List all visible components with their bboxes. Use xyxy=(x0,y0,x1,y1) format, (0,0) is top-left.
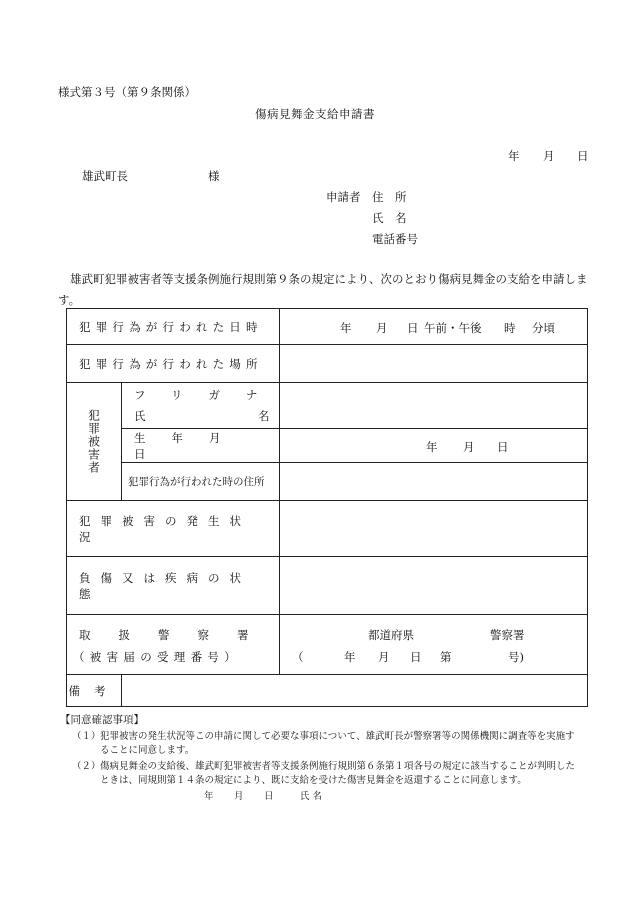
damage-field[interactable] xyxy=(280,501,588,557)
furigana-label: フリガナ xyxy=(134,388,284,402)
crime-datetime-label-text: 犯罪行為が行われた日時 xyxy=(79,319,263,334)
consent-item2-line1: 傷病見舞金の支給後、雄武町犯罪被害者等支援条例施行規則第６条第１項各号の規定に該当することが判明した xyxy=(100,761,576,772)
injury-field[interactable] xyxy=(280,557,588,615)
name-label-right: 名 xyxy=(258,409,270,423)
victim-birth-field[interactable] xyxy=(280,429,588,463)
consent-item2-line2: ときは、同規則第１４条の規定により、既に支給を受けた傷害見舞金を返還することに同意します。 xyxy=(100,775,527,786)
row-injury xyxy=(67,557,588,615)
victim-name-field[interactable] xyxy=(280,383,588,429)
body-text-line1: 雄武町犯罪被害者等支援条例施行規則第９条の規定により、次のとおり傷病見舞金の支給を申請しま xyxy=(70,272,588,286)
police-label: 取扱警察署 xyxy=(79,628,277,642)
sign-day-label: 日 xyxy=(264,791,274,802)
crime-day-label: 日 xyxy=(407,321,419,335)
police-field[interactable] xyxy=(280,615,588,675)
sign-month-label: 月 xyxy=(234,791,244,802)
applicant-name-label: 氏 名 xyxy=(372,211,407,225)
receipt-month-label: 月 xyxy=(378,650,390,664)
birth-day-label: 日 xyxy=(497,440,509,454)
name-label-left: 氏 xyxy=(134,409,146,423)
police-sublabel: （被害届の受理番号） xyxy=(73,650,241,664)
consent-item1-line2: ることに同意します。 xyxy=(100,745,195,756)
victim-group-cell xyxy=(67,383,122,501)
applicant-phone-label: 電話番号 xyxy=(372,232,418,246)
crime-month-label: 月 xyxy=(376,321,388,335)
receipt-dai-label: 第 xyxy=(440,650,452,664)
crime-place-label: 犯罪行為が行われた場所 xyxy=(79,356,263,371)
addressee-name: 雄武町長 xyxy=(82,169,128,183)
consent-title: 【同意確認事項】 xyxy=(60,714,144,726)
crime-datetime-label xyxy=(67,319,279,335)
row-crime-place xyxy=(67,345,588,383)
body-text-line2: す。 xyxy=(58,293,81,307)
receipt-go-label: 号) xyxy=(508,650,525,664)
form-number: 様式第３号（第９条関係） xyxy=(58,85,196,99)
crime-year-label: 年 xyxy=(340,321,352,335)
row-victim-birth xyxy=(67,429,588,463)
row-damage xyxy=(67,501,588,557)
consent-item1-line1: 犯罪被害の発生状況等この申請に関して必要な事項について、雄武町長が警察署等の関係機関に調査等を実施す xyxy=(100,731,575,742)
applicant-address-label: 住 所 xyxy=(372,190,407,204)
remarks-field[interactable] xyxy=(122,675,588,707)
crime-ampm-label: 午前・午後 xyxy=(424,321,482,335)
station-label: 警察署 xyxy=(490,628,525,642)
application-table xyxy=(66,308,588,707)
receipt-year-label: 年 xyxy=(344,650,356,664)
crime-datetime-field[interactable] xyxy=(280,309,588,345)
row-police xyxy=(67,615,588,675)
row-remarks xyxy=(67,675,588,707)
row-crime-datetime xyxy=(67,309,588,345)
consent-item2-number: （２） xyxy=(72,761,101,772)
victim-group-label: 犯罪被害者 xyxy=(86,409,101,474)
crime-hour-label: 時 xyxy=(504,321,516,335)
consent-item1-number: （１） xyxy=(72,731,101,742)
date-year-label: 年 xyxy=(508,149,520,163)
applicant-label: 申請者 xyxy=(326,190,361,204)
row-victim-address xyxy=(67,463,588,501)
birth-month-label: 月 xyxy=(463,440,475,454)
victim-address-field[interactable] xyxy=(280,463,588,501)
document-title: 傷病見舞金支給申請書 xyxy=(255,107,375,121)
birth-year-label: 年 xyxy=(426,440,438,454)
victim-address-label: 犯罪行為が行われた時の住所 xyxy=(128,476,265,488)
sign-name-label: 氏 名 xyxy=(300,791,323,802)
date-day-label: 日 xyxy=(577,149,589,163)
prefecture-label: 都道府県 xyxy=(368,628,415,642)
damage-label: 犯罪被害の発生状況 xyxy=(79,513,251,544)
crime-minute-label: 分頃 xyxy=(532,321,556,335)
injury-label: 負傷又は疾病の状態 xyxy=(79,570,251,601)
birth-label: 生年月日 xyxy=(134,430,247,461)
addressee-honorific: 様 xyxy=(208,169,220,183)
receipt-open-paren: （ xyxy=(292,650,304,664)
receipt-day-label: 日 xyxy=(410,650,422,664)
row-victim-name xyxy=(67,383,588,429)
date-month-label: 月 xyxy=(543,149,555,163)
remarks-label: 備考 xyxy=(68,683,120,698)
crime-place-field[interactable] xyxy=(280,345,588,383)
sign-year-label: 年 xyxy=(204,791,214,802)
